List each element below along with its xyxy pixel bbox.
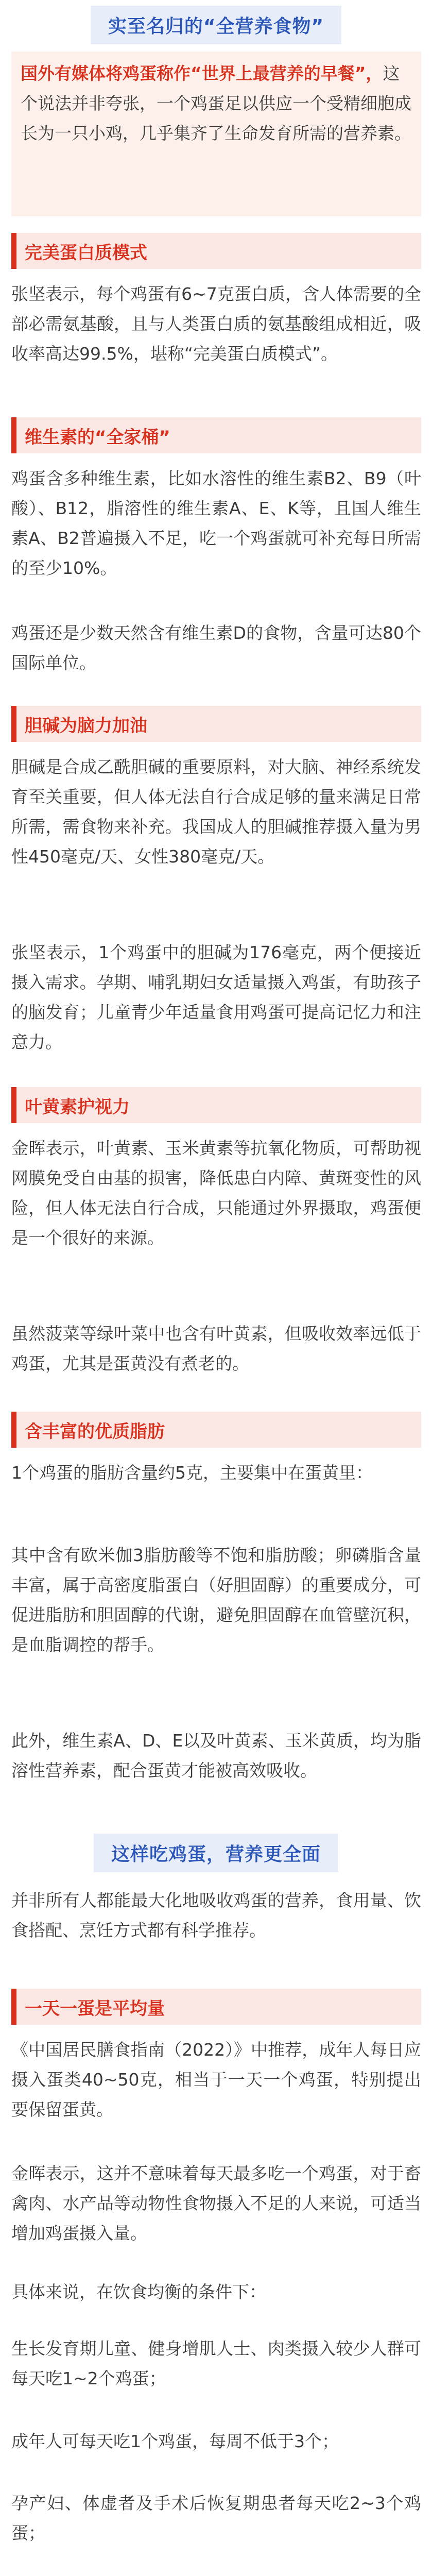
paragraph: 其中含有欧米伽3脂肪酸等不饱和脂肪酸；卵磷脂含量丰富，属于高密度脂蛋白（好胆固醇）的重要成分，可促进脂肪和胆固醇的代谢，避免胆固醇在血管壁沉积，是血脂调控的帮手。 <box>11 1545 421 1655</box>
section-title-bar <box>0 1834 432 1871</box>
paragraph: 虽然菠菜等绿叶菜中也含有叶黄素，但吸收效率远低于鸡蛋，尤其是蛋黄没有煮老的。 <box>11 1324 421 1374</box>
paragraph: 《中国居民膳食指南（2022）》中推荐，成年人每日应摄入蛋类40~50克，相当于一天一个鸡蛋，特别提出要保留蛋黄。 <box>11 2040 421 2120</box>
paragraph: 胆碱是合成乙酰胆碱的重要原料，对大脑、神经系统发育至关重要，但人体无法自行合成足够的量来满足日常所需，需食物来补充。我国成人的胆碱推荐摄入量为男性450毫克/天、女性380毫克/天。 <box>11 757 421 867</box>
subheading-protein: 完美蛋白质模式 <box>11 233 421 269</box>
section-title-bar <box>0 6 432 43</box>
lead-highlight: 国外有媒体将鸡蛋称作“世界上最营养的早餐”， <box>21 63 383 83</box>
subheading-choline: 胆碱为脑力加油 <box>11 706 421 742</box>
subheading-vitamins: 维生素的“全家桶” <box>11 417 421 453</box>
section-title: 实至名归的“全营养食物” <box>91 6 341 44</box>
paragraph: 鸡蛋含多种维生素，比如水溶性的维生素B2、B9（叶酸）、B12，脂溶性的维生素A、E、K等，且国人维生素A、B2普遍摄入不足，吃一个鸡蛋就可补充每日所需的至少10%。 <box>11 468 421 578</box>
paragraph: 孕产妇、体虚者及手术后恢复期患者每天吃2~3个鸡蛋； <box>11 2493 421 2543</box>
subheading-lutein: 叶黄素护视力 <box>11 1087 421 1123</box>
lead-text: 这个说法并非夸张，一个鸡蛋足以供应一个受精细胞成长为一只小鸡，几乎集齐了生命发育所需的营养素。 <box>21 63 411 143</box>
paragraph: 张坚表示，1个鸡蛋中的胆碱为176毫克，两个便接近摄入需求。孕期、哺乳期妇女适量摄入鸡蛋，有助孩子的脑发育；儿童青少年适量食用鸡蛋可提高记忆力和注意力。 <box>11 942 421 1052</box>
paragraph: 鸡蛋还是少数天然含有维生素D的食物，含量可达80个国际单位。 <box>11 623 421 673</box>
paragraph: 张坚表示，每个鸡蛋有6~7克蛋白质，含人体需要的全部必需氨基酸，且与人类蛋白质的氨基酸组成相近，吸收率高达99.5%，堪称“完美蛋白质模式”。 <box>11 284 421 364</box>
paragraph: 此外，维生素A、D、E以及叶黄素、玉米黄质，均为脂溶性营养素，配合蛋黄才能被高效吸收。 <box>11 1731 421 1781</box>
paragraph: 具体来说，在饮食均衡的条件下： <box>11 2282 266 2302</box>
section-title: 这样吃鸡蛋，营养更全面 <box>94 1834 338 1872</box>
paragraph: 并非所有人都能最大化地吸收鸡蛋的营养，食用量、饮食搭配、烹饪方式都有科学推荐。 <box>11 1890 421 1940</box>
paragraph: 生长发育期儿童、健身增肌人士、肉类摄入较少人群可每天吃1~2个鸡蛋； <box>11 2338 421 2388</box>
subheading-one-egg-a-day: 一天一蛋是平均量 <box>11 1989 421 2025</box>
paragraph: 金晖表示，这并不意味着每天最多吃一个鸡蛋，对于畜禽肉、水产品等动物性食物摄入不足的人来说，可适当增加鸡蛋摄入量。 <box>11 2163 421 2243</box>
subheading-fat: 含丰富的优质脂肪 <box>11 1412 421 1448</box>
paragraph: 金晖表示，叶黄素、玉米黄素等抗氧化物质，可帮助视网膜免受自由基的损害，降低患白内障、黄斑变性的风险，但人体无法自行合成，只能通过外界摄取，鸡蛋便是一个很好的来源。 <box>11 1138 421 1248</box>
paragraph: 1个鸡蛋的脂肪含量约5克，主要集中在蛋黄里： <box>11 1463 373 1483</box>
paragraph: 成年人可每天吃1个鸡蛋，每周不低于3个； <box>11 2431 339 2451</box>
lead-paragraph <box>11 52 421 216</box>
